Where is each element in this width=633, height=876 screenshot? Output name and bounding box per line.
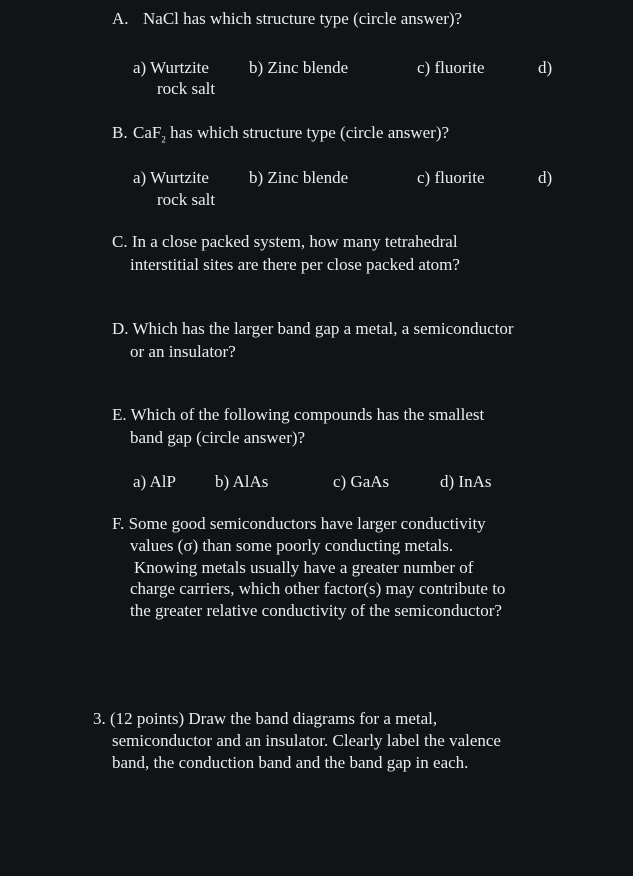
option-d[interactable]: d) [538,58,553,77]
option-b[interactable]: b) Zinc blende [249,168,349,187]
question-a-label: A. [112,9,129,28]
question-f-line: charge carriers, which other factor(s) may contribute to [130,579,506,598]
question-d-line: D. Which has the larger band gap a metal, a semiconductor [112,319,514,338]
option-a[interactable]: a) Wurtzite [133,168,209,187]
question-b-rest: has which structure type (circle answer)? [165,123,450,142]
question-b-label: B. [112,123,128,142]
option-c[interactable]: c) GaAs [333,472,390,491]
option-b[interactable]: b) Zinc blende [249,58,349,77]
question-3-line: semiconductor and an insulator. Clearly label the valence [112,731,501,750]
option-c[interactable]: c) fluorite [417,58,485,77]
question-c-line: C. In a close packed system, how many tetrahedral [112,232,458,251]
question-e-line: band gap (circle answer)? [130,428,306,447]
option-b[interactable]: b) AlAs [215,472,269,491]
option-d-text[interactable]: rock salt [157,79,216,98]
question-3-line: band, the conduction band and the band gap in each. [112,753,469,772]
question-c-line: interstitial sites are there per close packed atom? [130,255,460,274]
option-a[interactable]: a) Wurtzite [133,58,209,77]
option-a[interactable]: a) AlP [133,472,176,491]
question-e-line: E. Which of the following compounds has the smallest [112,405,485,424]
option-c[interactable]: c) fluorite [417,168,485,187]
question-f-line: values (σ) than some poorly conducting metals. [130,536,454,555]
question-f-line: the greater relative conductivity of the semiconductor? [130,601,502,620]
question-b-text [133,123,449,149]
question-a-text: NaCl has which structure type (circle answer)? [143,9,463,28]
question-3-line: 3. (12 points) Draw the band diagrams for a metal, [93,709,438,728]
option-d[interactable]: d) [538,168,553,187]
subscript: 2 [161,134,166,145]
question-f-line: F. Some good semiconductors have larger conductivity [112,514,486,533]
question-d-line: or an insulator? [130,342,236,361]
question-f-line: Knowing metals usually have a greater number of [134,558,474,577]
formula: CaF [133,123,162,142]
option-d-text[interactable]: rock salt [157,190,216,209]
option-d[interactable]: d) InAs [440,472,492,491]
